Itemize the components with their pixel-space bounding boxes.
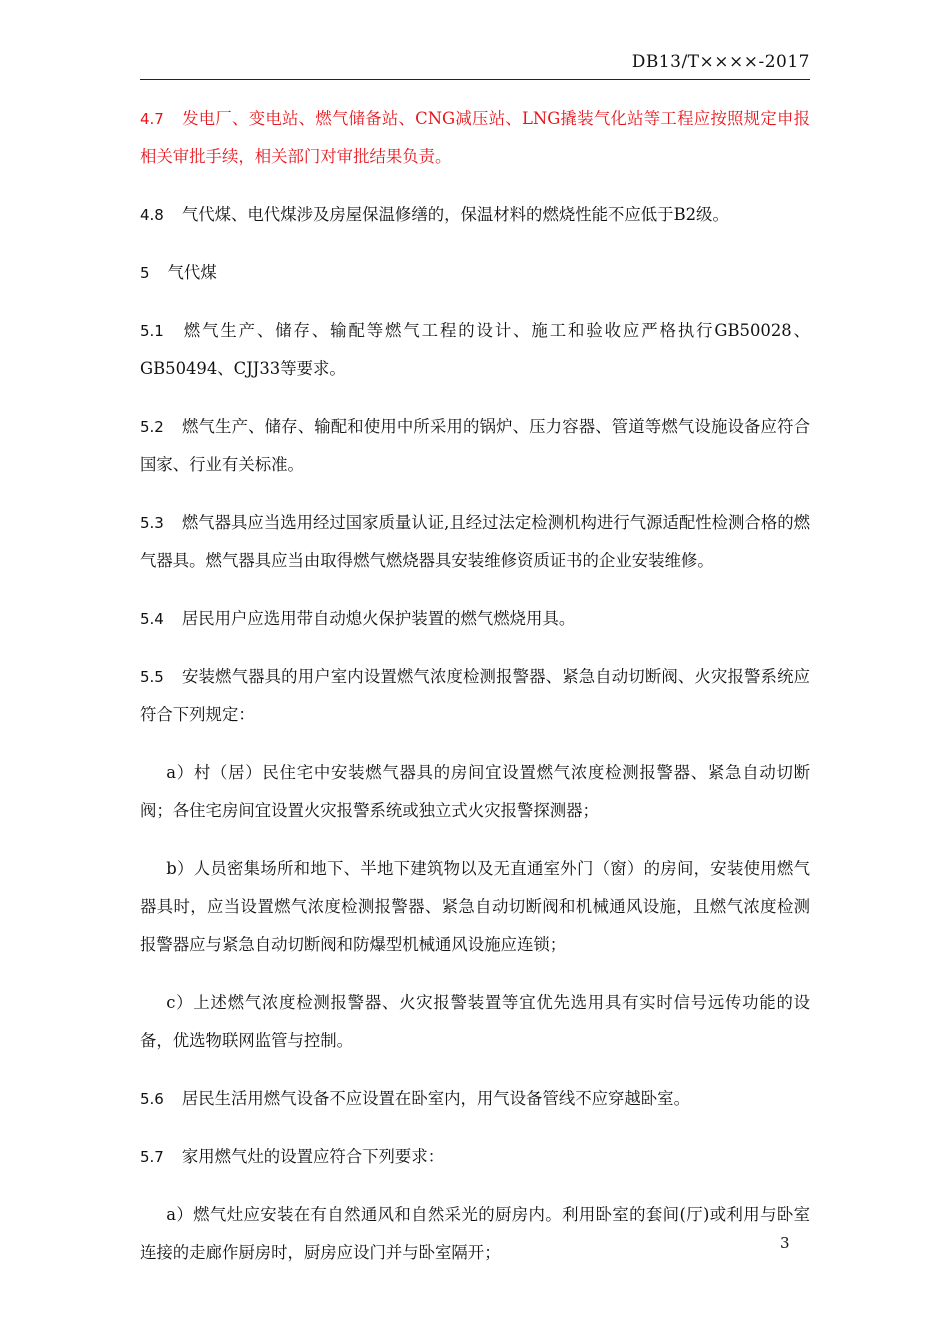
document-code-header: DB13/T××××-2017 <box>631 52 810 72</box>
clause-number: 4.7 <box>140 110 164 128</box>
clause-number: 5.1 <box>140 322 164 340</box>
clause-text: 燃气生产、储存、输配等燃气工程的设计、施工和验收应严格执行GB50028、GB50494、CJJ33等要求。 <box>140 321 810 378</box>
section-5-heading <box>140 254 810 292</box>
clause-5-5-c: c）上述燃气浓度检测报警器、火灾报警装置等宜优先选用具有实时信号远传功能的设备，优选物联网监管与控制。 <box>140 993 810 1050</box>
clause-5-4 <box>140 600 810 638</box>
clause-text: 安装燃气器具的用户室内设置燃气浓度检测报警器、紧急自动切断阀、火灾报警系统应符合下列规定： <box>140 667 810 724</box>
clause-text: 居民生活用燃气设备不应设置在卧室内，用气设备管线不应穿越卧室。 <box>181 1089 690 1108</box>
clause-5-6 <box>140 1080 810 1118</box>
clause-4-7 <box>140 100 810 176</box>
header-rule <box>140 79 810 80</box>
clause-text: 燃气生产、储存、输配和使用中所采用的锅炉、压力容器、管道等燃气设施设备应符合国家、行业有关标准。 <box>140 417 810 474</box>
clause-number: 5.3 <box>140 514 164 532</box>
clause-5-3 <box>140 504 810 580</box>
clause-text: 燃气器具应当选用经过国家质量认证,且经过法定检测机构进行气源适配性检测合格的燃气器具。燃气器具应当由取得燃气燃烧器具安装维修资质证书的企业安装维修。 <box>140 513 810 570</box>
clause-number: 5.2 <box>140 418 164 436</box>
clause-text: 家用燃气灶的设置应符合下列要求： <box>181 1147 445 1166</box>
clause-number: 5.7 <box>140 1148 164 1166</box>
clause-number: 5.5 <box>140 668 164 686</box>
clause-number: 5.6 <box>140 1090 164 1108</box>
clause-text: 发电厂、变电站、燃气储备站、CNG减压站、LNG撬装气化站等工程应按照规定申报相关审批手续，相关部门对审批结果负责。 <box>140 109 810 166</box>
clause-5-1 <box>140 312 810 388</box>
page-number: 3 <box>780 1234 790 1252</box>
document-body <box>140 100 810 1292</box>
section-number: 5 <box>140 264 150 282</box>
section-title: 气代煤 <box>167 263 217 282</box>
clause-5-7-a: a）燃气灶应安装在有自然通风和自然采光的厨房内。利用卧室的套间(厅)或利用与卧室连接的走廊作厨房时，厨房应设门并与卧室隔开； <box>140 1205 810 1262</box>
clause-5-7 <box>140 1138 810 1176</box>
clause-text: 居民用户应选用带自动熄火保护装置的燃气燃烧用具。 <box>181 609 576 628</box>
clause-number: 4.8 <box>140 206 164 224</box>
clause-5-2 <box>140 408 810 484</box>
clause-5-5-b: b）人员密集场所和地下、半地下建筑物以及无直通室外门（窗）的房间，安装使用燃气器具时，应当设置燃气浓度检测报警器、紧急自动切断阀和机械通风设施，且燃气浓度检测报警器应与紧急自动切断阀和防爆型机械通风设施应连锁； <box>140 859 810 954</box>
clause-4-8 <box>140 196 810 234</box>
clause-number: 5.4 <box>140 610 164 628</box>
clause-5-5-a: a）村（居）民住宅中安装燃气器具的房间宜设置燃气浓度检测报警器、紧急自动切断阀；各住宅房间宜设置火灾报警系统或独立式火灾报警探测器； <box>140 763 810 820</box>
clause-text: 气代煤、电代煤涉及房屋保温修缮的，保温材料的燃烧性能不应低于B2级。 <box>181 205 729 224</box>
clause-5-5 <box>140 658 810 734</box>
